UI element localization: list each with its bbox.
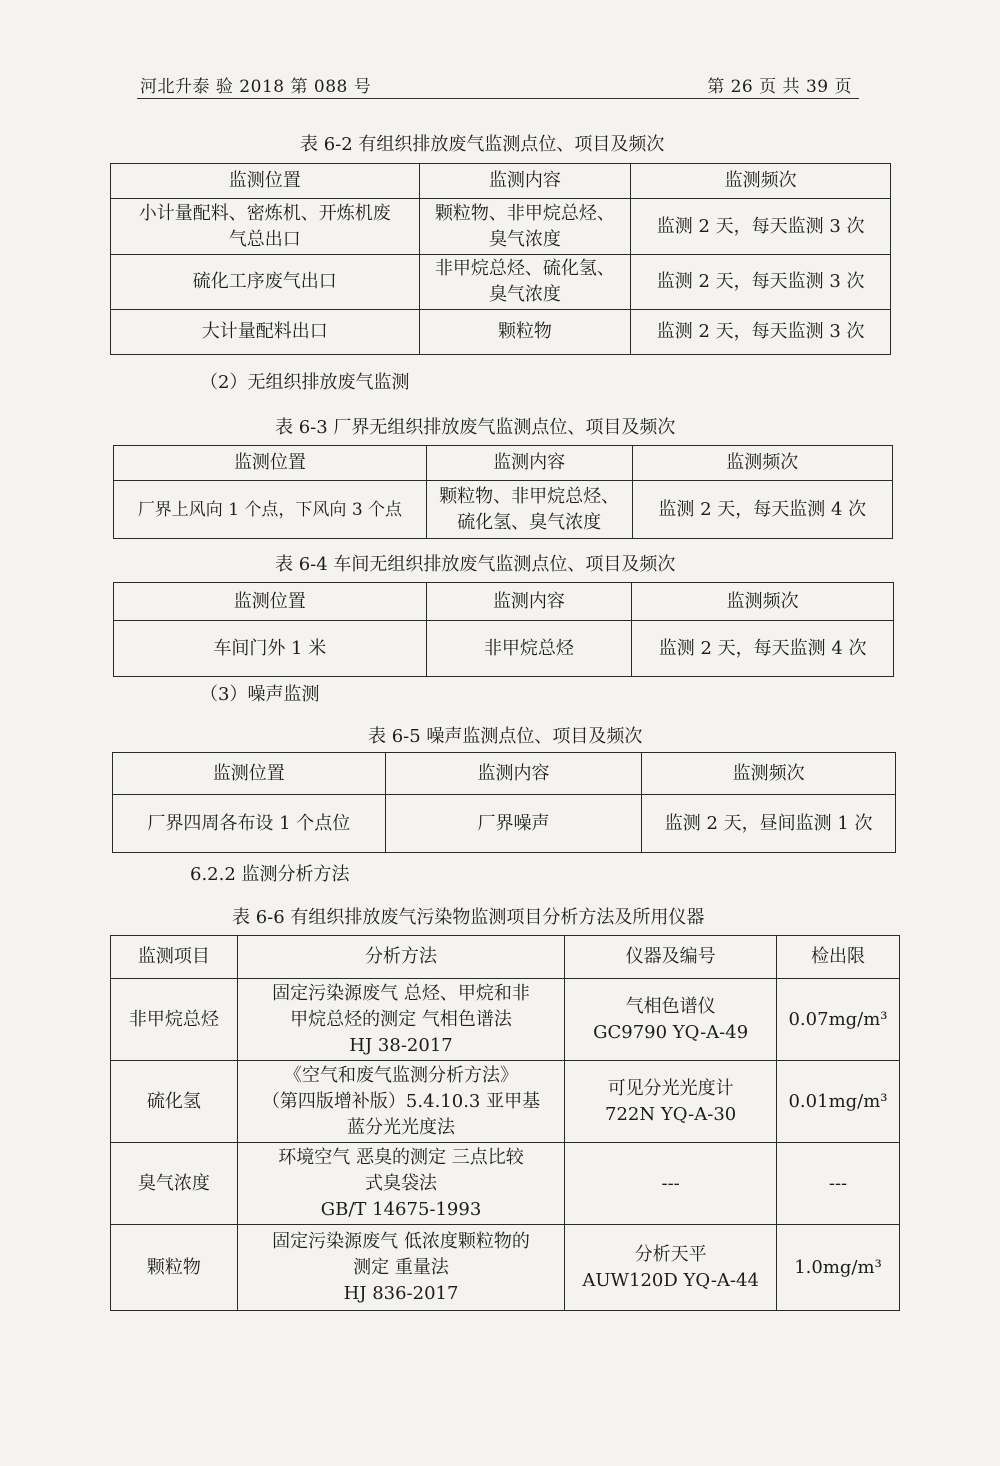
table-6-5-caption: 表 6-5 噪声监测点位、项目及频次 (368, 726, 643, 747)
item-cell: 臭气浓度 (111, 1143, 238, 1225)
page-number: 第 26 页 共 39 页 (707, 77, 852, 97)
detection-limit-cell: 1.0mg/m³ (777, 1225, 900, 1311)
method-cell: 固定污染源废气 总烃、甲烷和非 甲烷总烃的测定 气相色谱法 HJ 38-2017 (237, 979, 564, 1061)
table-row (114, 481, 893, 539)
location-cell: 硫化工序废气出口 (111, 255, 420, 310)
section-heading: （3）噪声监测 (200, 684, 320, 705)
section-heading: （2）无组织排放废气监测 (200, 372, 410, 393)
table-6-2 (110, 163, 891, 355)
instrument-cell: --- (565, 1143, 777, 1225)
table-row (113, 795, 896, 853)
item-cell: 颗粒物 (111, 1225, 238, 1311)
detection-limit-cell: 0.01mg/m³ (777, 1061, 900, 1143)
table-row (111, 199, 891, 255)
location-cell: 小计量配料、密炼机、开炼机废 气总出口 (111, 199, 420, 255)
table-row (111, 1143, 900, 1225)
frequency-cell: 监测 2 天，每天监测 4 次 (632, 621, 894, 677)
location-cell: 厂界四周各布设 1 个点位 (113, 795, 386, 853)
content-cell: 颗粒物、非甲烷总烃、 臭气浓度 (419, 199, 631, 255)
table-header-row (114, 446, 893, 481)
header-cell: 监测内容 (426, 583, 632, 621)
table-row (111, 1061, 900, 1143)
detection-limit-cell: --- (777, 1143, 900, 1225)
table-6-3-caption: 表 6-3 厂界无组织排放废气监测点位、项目及频次 (275, 417, 676, 438)
frequency-cell: 监测 2 天，每天监测 3 次 (631, 310, 891, 355)
header-cell: 监测位置 (111, 164, 420, 199)
content-cell: 非甲烷总烃、硫化氢、 臭气浓度 (419, 255, 631, 310)
item-cell: 非甲烷总烃 (111, 979, 238, 1061)
header-cell: 仪器及编号 (565, 936, 777, 979)
header-cell: 监测频次 (632, 583, 894, 621)
detection-limit-cell: 0.07mg/m³ (777, 979, 900, 1061)
method-cell: 固定污染源废气 低浓度颗粒物的 测定 重量法 HJ 836-2017 (237, 1225, 564, 1311)
table-6-4 (113, 582, 894, 677)
table-row (111, 255, 891, 310)
header-rule (137, 98, 859, 99)
frequency-cell: 监测 2 天，每天监测 3 次 (631, 199, 891, 255)
header-cell: 监测内容 (385, 753, 642, 795)
header-cell: 监测内容 (426, 446, 632, 481)
header-cell: 监测频次 (632, 446, 893, 481)
frequency-cell: 监测 2 天，每天监测 3 次 (631, 255, 891, 310)
table-6-2-caption: 表 6-2 有组织排放废气监测点位、项目及频次 (300, 134, 665, 155)
item-cell: 硫化氢 (111, 1061, 238, 1143)
header-cell: 检出限 (777, 936, 900, 979)
table-row (111, 310, 891, 355)
header-cell: 监测位置 (114, 583, 427, 621)
content-cell: 颗粒物 (419, 310, 631, 355)
frequency-cell: 监测 2 天，每天监测 4 次 (632, 481, 893, 539)
section-heading: 6.2.2 监测分析方法 (190, 864, 350, 885)
header-cell: 监测项目 (111, 936, 238, 979)
table-row (111, 979, 900, 1061)
frequency-cell: 监测 2 天，昼间监测 1 次 (642, 795, 896, 853)
table-6-6 (110, 935, 900, 1311)
method-cell: 环境空气 恶臭的测定 三点比较 式臭袋法 GB/T 14675-1993 (237, 1143, 564, 1225)
instrument-cell: 分析天平 AUW120D YQ-A-44 (565, 1225, 777, 1311)
report-number: 河北升泰 验 2018 第 088 号 (140, 77, 372, 97)
table-6-5 (112, 752, 896, 853)
header-cell: 监测频次 (642, 753, 896, 795)
instrument-cell: 可见分光光度计 722N YQ-A-30 (565, 1061, 777, 1143)
table-6-6-caption: 表 6-6 有组织排放废气污染物监测项目分析方法及所用仪器 (232, 907, 705, 928)
location-cell: 大计量配料出口 (111, 310, 420, 355)
location-cell: 厂界上风向 1 个点，下风向 3 个点 (114, 481, 427, 539)
content-cell: 非甲烷总烃 (426, 621, 632, 677)
header-cell: 分析方法 (237, 936, 564, 979)
header-cell: 监测内容 (419, 164, 631, 199)
table-row (111, 1225, 900, 1311)
header-cell: 监测频次 (631, 164, 891, 199)
method-cell: 《空气和废气监测分析方法》 （第四版增补版）5.4.10.3 亚甲基 蓝分光光度法 (237, 1061, 564, 1143)
content-cell: 颗粒物、非甲烷总烃、 硫化氢、臭气浓度 (426, 481, 632, 539)
table-header-row (111, 936, 900, 979)
table-header-row (111, 164, 891, 199)
table-6-3 (113, 445, 893, 539)
table-6-4-caption: 表 6-4 车间无组织排放废气监测点位、项目及频次 (275, 554, 676, 575)
header-cell: 监测位置 (114, 446, 427, 481)
location-cell: 车间门外 1 米 (114, 621, 427, 677)
header-cell: 监测位置 (113, 753, 386, 795)
table-header-row (114, 583, 894, 621)
table-row (114, 621, 894, 677)
instrument-cell: 气相色谱仪 GC9790 YQ-A-49 (565, 979, 777, 1061)
content-cell: 厂界噪声 (385, 795, 642, 853)
table-header-row (113, 753, 896, 795)
